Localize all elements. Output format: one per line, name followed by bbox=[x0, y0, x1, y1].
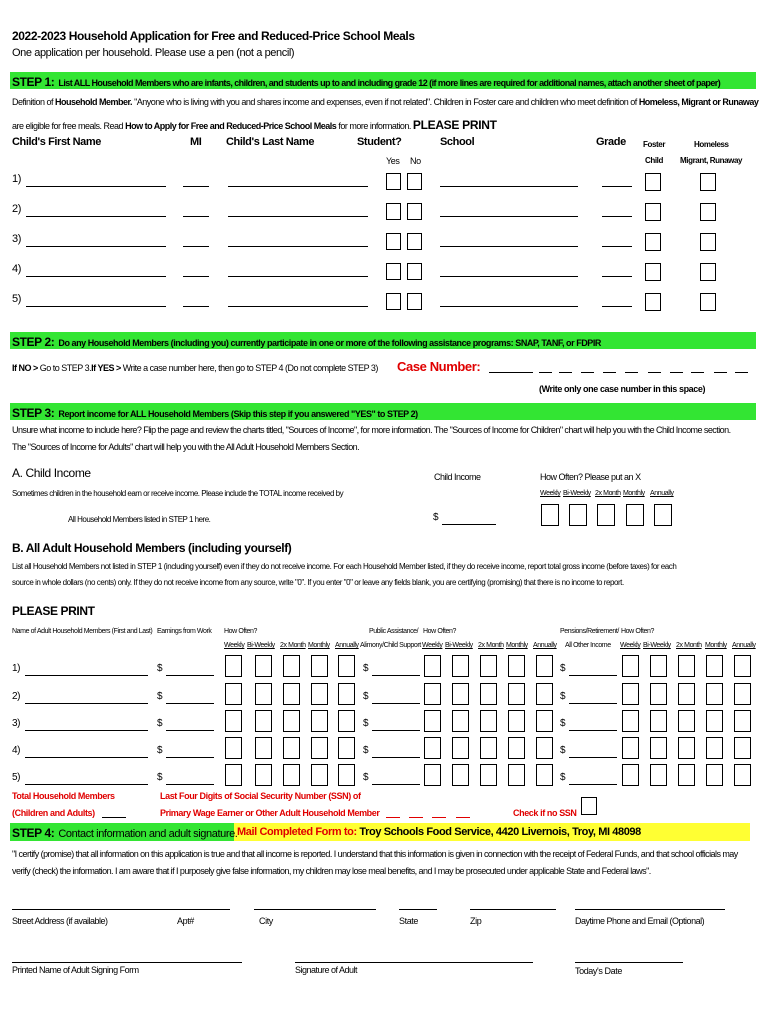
public-assistance-field[interactable] bbox=[372, 730, 420, 731]
adult-row-label: 4) bbox=[12, 745, 21, 756]
adult-frequency-checkbox[interactable] bbox=[678, 710, 695, 732]
total-members-label: Total Household Members bbox=[12, 791, 115, 801]
child-income-text-2: All Household Members listed in STEP 1 here. bbox=[68, 515, 211, 524]
student-yes-checkbox[interactable] bbox=[386, 233, 401, 250]
adult-frequency-checkbox[interactable] bbox=[311, 655, 328, 677]
child-row-label: 5) bbox=[12, 293, 21, 305]
frequency-label: 2x Month bbox=[676, 642, 702, 649]
frequency-label: Bi-Weekly bbox=[247, 642, 275, 649]
child-first-name-field[interactable] bbox=[26, 186, 166, 187]
adult-frequency-checkbox[interactable] bbox=[424, 737, 441, 759]
homeless-checkbox[interactable] bbox=[700, 263, 716, 281]
case-number-field[interactable] bbox=[489, 372, 533, 373]
adult-frequency-checkbox[interactable] bbox=[452, 655, 469, 677]
col-homeless-2: Migrant, Runaway bbox=[680, 156, 743, 165]
adult-row-label: 2) bbox=[12, 691, 21, 702]
dollar-sign: $ bbox=[560, 772, 566, 783]
adult-frequency-checkbox[interactable] bbox=[734, 710, 751, 732]
adult-frequency-checkbox[interactable] bbox=[480, 737, 497, 759]
adult-frequency-checkbox[interactable] bbox=[650, 683, 667, 705]
adult-frequency-checkbox[interactable] bbox=[452, 710, 469, 732]
student-yes-checkbox[interactable] bbox=[386, 173, 401, 190]
adult-frequency-checkbox[interactable] bbox=[650, 710, 667, 732]
phone-email-label: Daytime Phone and Email (Optional) bbox=[575, 916, 705, 926]
adult-frequency-checkbox[interactable] bbox=[311, 683, 328, 705]
step2-heading: STEP 2: Do any Household Members (including you) currently participate in one or more of the following assistance programs: SNAP, TANF, or FDPIR bbox=[12, 335, 601, 349]
frequency-label: Annually bbox=[732, 642, 756, 649]
adult-row-label: 5) bbox=[12, 772, 21, 783]
earnings-field[interactable] bbox=[166, 784, 214, 785]
case-number-digit[interactable] bbox=[603, 372, 616, 373]
adult-name-field[interactable] bbox=[25, 675, 148, 676]
how-often-label: How Often? Please put an X bbox=[540, 472, 641, 482]
step4-heading: STEP 4: Contact information and adult signature. bbox=[12, 826, 238, 840]
step1-heading: STEP 1: List ALL Household Members who are infants, children, and students up to and including grade 12 (if more lines are required for additional names, attach another sheet of paper) bbox=[12, 75, 721, 89]
adult-members-text-2: source in whole dollars (no cents) only. If they do not receive income from any source, write "0". If you enter "0" or leave any fields blank, you are certifying (promising) that there is no income to report. bbox=[12, 578, 624, 587]
signature-label: Signature of Adult bbox=[295, 965, 358, 975]
adult-frequency-checkbox[interactable] bbox=[283, 710, 300, 732]
public-assistance-field[interactable] bbox=[372, 784, 420, 785]
adult-frequency-checkbox[interactable] bbox=[734, 737, 751, 759]
adult-frequency-checkbox[interactable] bbox=[424, 683, 441, 705]
col-student: Student? bbox=[357, 136, 402, 148]
street-address-field[interactable] bbox=[12, 909, 230, 910]
dollar-sign: $ bbox=[560, 745, 566, 756]
ssn-label: Last Four Digits of Social Security Number (SSN) of bbox=[160, 791, 361, 801]
adult-frequency-checkbox[interactable] bbox=[536, 764, 553, 786]
school-field[interactable] bbox=[440, 276, 578, 277]
frequency-label: Bi-Weekly bbox=[643, 642, 671, 649]
adult-frequency-checkbox[interactable] bbox=[480, 683, 497, 705]
ssn-digit[interactable] bbox=[456, 817, 470, 818]
col-first-name: Child's First Name bbox=[12, 136, 101, 148]
col-foster-2: Child bbox=[645, 156, 663, 165]
col-public-assistance: Public Assistance/ bbox=[369, 628, 419, 635]
adult-frequency-checkbox[interactable] bbox=[734, 655, 751, 677]
ssn-digit[interactable] bbox=[432, 817, 446, 818]
case-number-digit[interactable] bbox=[670, 372, 683, 373]
child-frequency-checkbox[interactable] bbox=[541, 504, 559, 526]
frequency-label: Bi-Weekly bbox=[563, 490, 591, 497]
frequency-label: Weekly bbox=[422, 642, 443, 649]
adult-frequency-checkbox[interactable] bbox=[311, 737, 328, 759]
frequency-label: 2x Month bbox=[280, 642, 306, 649]
adult-frequency-checkbox[interactable] bbox=[650, 737, 667, 759]
other-income-field[interactable] bbox=[569, 730, 617, 731]
case-number-digit[interactable] bbox=[559, 372, 572, 373]
certify-text-1: "I certify (promise) that all information on this application is true and that all income is reported. I understand that this information is given in connection with the receipt of Federal Funds, and that school officials may bbox=[12, 849, 738, 859]
child-mi-field[interactable] bbox=[183, 186, 209, 187]
child-last-name-field[interactable] bbox=[228, 246, 368, 247]
adult-members-text-1: List all Household Members not listed in STEP 1 (including yourself) even if they do not receive income. For each Household Member listed, if they do receive income, report total gross income (before taxes) for each bbox=[12, 562, 677, 571]
col-no: No bbox=[410, 156, 421, 166]
frequency-label: Weekly bbox=[224, 642, 245, 649]
dollar-sign: $ bbox=[157, 745, 163, 756]
state-field[interactable] bbox=[399, 909, 437, 910]
adult-name-field[interactable] bbox=[25, 757, 148, 758]
printed-name-field[interactable] bbox=[12, 962, 242, 963]
school-field[interactable] bbox=[440, 216, 578, 217]
frequency-label: Weekly bbox=[540, 490, 561, 497]
public-assistance-field[interactable] bbox=[372, 675, 420, 676]
adult-frequency-checkbox[interactable] bbox=[622, 655, 639, 677]
dollar-sign: $ bbox=[157, 691, 163, 702]
case-number-digit[interactable] bbox=[735, 372, 748, 373]
col-how-often-2: How Often? bbox=[423, 628, 456, 635]
adult-frequency-checkbox[interactable] bbox=[338, 655, 355, 677]
student-yes-checkbox[interactable] bbox=[386, 263, 401, 280]
adult-row-label: 1) bbox=[12, 663, 21, 674]
dollar-sign: $ bbox=[560, 663, 566, 674]
adult-frequency-checkbox[interactable] bbox=[480, 764, 497, 786]
adult-frequency-checkbox[interactable] bbox=[650, 764, 667, 786]
frequency-label: Weekly bbox=[620, 642, 641, 649]
col-pensions: Pensions/Retirement/ bbox=[560, 628, 619, 635]
adult-frequency-checkbox[interactable] bbox=[283, 764, 300, 786]
frequency-label: Monthly bbox=[308, 642, 330, 649]
col-yes: Yes bbox=[386, 156, 400, 166]
adult-frequency-checkbox[interactable] bbox=[255, 655, 272, 677]
col-last-name: Child's Last Name bbox=[226, 136, 315, 148]
form-title: 2022-2023 Household Application for Free and Reduced-Price School Meals bbox=[12, 29, 415, 43]
child-mi-field[interactable] bbox=[183, 216, 209, 217]
adult-frequency-checkbox[interactable] bbox=[225, 737, 242, 759]
case-number-note: (Write only one case number in this space) bbox=[539, 384, 706, 394]
adult-frequency-checkbox[interactable] bbox=[255, 710, 272, 732]
dollar-sign: $ bbox=[363, 663, 369, 674]
zip-field[interactable] bbox=[470, 909, 556, 910]
frequency-label: 2x Month bbox=[595, 490, 621, 497]
step3-unsure-1: Unsure what income to include here? Flip the page and review the charts titled, "Sources of Income", for more information. The "Sources of Income for Children" chart will help you with the Child Income section. bbox=[12, 425, 731, 435]
adult-frequency-checkbox[interactable] bbox=[255, 737, 272, 759]
student-no-checkbox[interactable] bbox=[407, 263, 422, 280]
frequency-label: Annually bbox=[335, 642, 359, 649]
col-other-income: All Other Income bbox=[565, 642, 611, 649]
adult-frequency-checkbox[interactable] bbox=[424, 764, 441, 786]
case-number-digit[interactable] bbox=[648, 372, 661, 373]
child-frequency-checkbox[interactable] bbox=[569, 504, 587, 526]
child-frequency-checkbox[interactable] bbox=[626, 504, 644, 526]
child-first-name-field[interactable] bbox=[26, 276, 166, 277]
adult-frequency-checkbox[interactable] bbox=[678, 683, 695, 705]
adult-frequency-checkbox[interactable] bbox=[225, 764, 242, 786]
adult-frequency-checkbox[interactable] bbox=[225, 710, 242, 732]
school-field[interactable] bbox=[440, 246, 578, 247]
adult-name-field[interactable] bbox=[25, 730, 148, 731]
mail-to-text: Mail Completed Form to: Troy Schools Food Service, 4420 Livernois, Troy, MI 48098 bbox=[237, 826, 641, 838]
adult-frequency-checkbox[interactable] bbox=[706, 655, 723, 677]
step1-definition-cont: are eligible for free meals. Read How to Apply for Free and Reduced-Price School Meals for more information. PLEASE PRINT bbox=[12, 118, 497, 132]
dollar-sign: $ bbox=[363, 691, 369, 702]
adult-frequency-checkbox[interactable] bbox=[225, 683, 242, 705]
adult-frequency-checkbox[interactable] bbox=[622, 737, 639, 759]
other-income-field[interactable] bbox=[569, 675, 617, 676]
adult-frequency-checkbox[interactable] bbox=[536, 683, 553, 705]
student-yes-checkbox[interactable] bbox=[386, 203, 401, 220]
student-no-checkbox[interactable] bbox=[407, 233, 422, 250]
adult-frequency-checkbox[interactable] bbox=[678, 737, 695, 759]
case-number-digit[interactable] bbox=[581, 372, 594, 373]
foster-child-checkbox[interactable] bbox=[645, 293, 661, 311]
step2-instructions: If NO > Go to STEP 3.If YES > Write a case number here, then go to STEP 4 (Do not complete STEP 3) bbox=[12, 363, 378, 373]
printed-name-label: Printed Name of Adult Signing Form bbox=[12, 965, 139, 975]
frequency-label: 2x Month bbox=[478, 642, 504, 649]
child-row-label: 2) bbox=[12, 203, 21, 215]
signature-field[interactable] bbox=[295, 962, 533, 963]
adult-frequency-checkbox[interactable] bbox=[678, 764, 695, 786]
date-label: Today's Date bbox=[575, 966, 622, 976]
adult-frequency-checkbox[interactable] bbox=[283, 737, 300, 759]
no-ssn-checkbox[interactable] bbox=[581, 797, 597, 815]
phone-email-field[interactable] bbox=[575, 909, 725, 910]
grade-field[interactable] bbox=[602, 276, 632, 277]
homeless-checkbox[interactable] bbox=[700, 293, 716, 311]
adult-frequency-checkbox[interactable] bbox=[255, 683, 272, 705]
earnings-field[interactable] bbox=[166, 757, 214, 758]
child-income-title: A. Child Income bbox=[12, 466, 91, 480]
child-last-name-field[interactable] bbox=[228, 306, 368, 307]
adult-name-field[interactable] bbox=[25, 784, 148, 785]
adult-frequency-checkbox[interactable] bbox=[452, 764, 469, 786]
state-label: State bbox=[399, 916, 419, 926]
child-income-dollar: $ bbox=[433, 512, 439, 523]
adult-please-print: PLEASE PRINT bbox=[12, 604, 95, 618]
zip-label: Zip bbox=[470, 916, 482, 926]
case-number-digit[interactable] bbox=[714, 372, 727, 373]
adult-frequency-checkbox[interactable] bbox=[338, 683, 355, 705]
other-income-field[interactable] bbox=[569, 784, 617, 785]
adult-frequency-checkbox[interactable] bbox=[536, 710, 553, 732]
child-row-label: 1) bbox=[12, 173, 21, 185]
adult-frequency-checkbox[interactable] bbox=[706, 683, 723, 705]
child-first-name-field[interactable] bbox=[26, 216, 166, 217]
adult-frequency-checkbox[interactable] bbox=[283, 655, 300, 677]
col-child-support: Alimony/Child Support bbox=[360, 642, 421, 649]
case-number-digit[interactable] bbox=[539, 372, 552, 373]
street-address-label: Street Address (if available) bbox=[12, 916, 108, 926]
dollar-sign: $ bbox=[157, 663, 163, 674]
col-grade: Grade bbox=[596, 136, 626, 148]
dollar-sign: $ bbox=[157, 718, 163, 729]
child-mi-field[interactable] bbox=[183, 246, 209, 247]
child-income-text: Sometimes children in the household earn or receive income. Please include the TOTAL income received by bbox=[12, 489, 344, 498]
grade-field[interactable] bbox=[602, 306, 632, 307]
total-members-label-2: (Children and Adults) bbox=[12, 808, 95, 818]
grade-field[interactable] bbox=[602, 186, 632, 187]
adult-frequency-checkbox[interactable] bbox=[452, 737, 469, 759]
child-first-name-field[interactable] bbox=[26, 246, 166, 247]
frequency-label: Monthly bbox=[705, 642, 727, 649]
adult-frequency-checkbox[interactable] bbox=[508, 710, 525, 732]
earnings-field[interactable] bbox=[166, 730, 214, 731]
dollar-sign: $ bbox=[560, 718, 566, 729]
adult-frequency-checkbox[interactable] bbox=[706, 764, 723, 786]
dollar-sign: $ bbox=[363, 745, 369, 756]
form-subtitle: One application per household. Please use a pen (not a pencil) bbox=[12, 47, 295, 59]
ssn-label-2: Primary Wage Earner or Other Adult Household Member bbox=[160, 808, 380, 818]
adult-frequency-checkbox[interactable] bbox=[508, 683, 525, 705]
other-income-field[interactable] bbox=[569, 757, 617, 758]
city-field[interactable] bbox=[254, 909, 376, 910]
foster-child-checkbox[interactable] bbox=[645, 233, 661, 251]
child-row-label: 3) bbox=[12, 233, 21, 245]
adult-frequency-checkbox[interactable] bbox=[225, 655, 242, 677]
adult-frequency-checkbox[interactable] bbox=[734, 683, 751, 705]
dollar-sign: $ bbox=[363, 772, 369, 783]
adult-frequency-checkbox[interactable] bbox=[424, 655, 441, 677]
adult-frequency-checkbox[interactable] bbox=[622, 683, 639, 705]
adult-frequency-checkbox[interactable] bbox=[255, 764, 272, 786]
frequency-label: Bi-Weekly bbox=[445, 642, 473, 649]
child-income-field[interactable] bbox=[442, 524, 496, 525]
child-last-name-field[interactable] bbox=[228, 276, 368, 277]
public-assistance-field[interactable] bbox=[372, 703, 420, 704]
col-earnings: Earnings from Work bbox=[157, 628, 212, 635]
homeless-checkbox[interactable] bbox=[700, 203, 716, 221]
child-frequency-checkbox[interactable] bbox=[597, 504, 615, 526]
adult-members-title: B. All Adult Household Members (including yourself) bbox=[12, 541, 292, 555]
homeless-checkbox[interactable] bbox=[700, 173, 716, 191]
earnings-field[interactable] bbox=[166, 703, 214, 704]
case-number-digit[interactable] bbox=[625, 372, 638, 373]
adult-frequency-checkbox[interactable] bbox=[622, 764, 639, 786]
frequency-label: Monthly bbox=[506, 642, 528, 649]
child-mi-field[interactable] bbox=[183, 306, 209, 307]
check-no-ssn-label: Check if no SSN bbox=[513, 808, 577, 818]
col-homeless: Homeless bbox=[694, 140, 729, 149]
child-income-label: Child Income bbox=[434, 472, 481, 482]
grade-field[interactable] bbox=[602, 246, 632, 247]
child-frequency-checkbox[interactable] bbox=[654, 504, 672, 526]
adult-frequency-checkbox[interactable] bbox=[480, 710, 497, 732]
adult-frequency-checkbox[interactable] bbox=[508, 737, 525, 759]
child-last-name-field[interactable] bbox=[228, 216, 368, 217]
adult-frequency-checkbox[interactable] bbox=[508, 655, 525, 677]
homeless-checkbox[interactable] bbox=[700, 233, 716, 251]
city-label: City bbox=[259, 916, 273, 926]
ssn-digit[interactable] bbox=[409, 817, 423, 818]
total-members-field[interactable] bbox=[102, 817, 126, 818]
adult-frequency-checkbox[interactable] bbox=[650, 655, 667, 677]
adult-frequency-checkbox[interactable] bbox=[508, 764, 525, 786]
adult-frequency-checkbox[interactable] bbox=[311, 710, 328, 732]
adult-frequency-checkbox[interactable] bbox=[706, 710, 723, 732]
student-no-checkbox[interactable] bbox=[407, 203, 422, 220]
adult-frequency-checkbox[interactable] bbox=[536, 655, 553, 677]
step3-heading: STEP 3: Report income for ALL Household Members (Skip this step if you answered "YES" to STEP 2) bbox=[12, 406, 418, 420]
foster-child-checkbox[interactable] bbox=[645, 173, 661, 191]
adult-frequency-checkbox[interactable] bbox=[622, 710, 639, 732]
foster-child-checkbox[interactable] bbox=[645, 263, 661, 281]
student-no-checkbox[interactable] bbox=[407, 173, 422, 190]
foster-child-checkbox[interactable] bbox=[645, 203, 661, 221]
dollar-sign: $ bbox=[363, 718, 369, 729]
frequency-label: Monthly bbox=[623, 490, 645, 497]
certify-text-2: verify (check) the information. I am aware that if I purposely give false information, my children may lose meal benefits, and I may be prosecuted under applicable State and Federal laws". bbox=[12, 866, 651, 876]
adult-frequency-checkbox[interactable] bbox=[536, 737, 553, 759]
child-row-label: 4) bbox=[12, 263, 21, 275]
adult-frequency-checkbox[interactable] bbox=[338, 710, 355, 732]
adult-frequency-checkbox[interactable] bbox=[424, 710, 441, 732]
child-last-name-field[interactable] bbox=[228, 186, 368, 187]
case-number-digit[interactable] bbox=[691, 372, 704, 373]
adult-name-field[interactable] bbox=[25, 703, 148, 704]
case-number-label: Case Number: bbox=[397, 359, 481, 374]
adult-frequency-checkbox[interactable] bbox=[311, 764, 328, 786]
col-how-often-1: How Often? bbox=[224, 628, 257, 635]
col-school: School bbox=[440, 136, 475, 148]
col-adult-name: Name of Adult Household Members (First and Last) bbox=[12, 628, 153, 635]
step1-definition: Definition of Household Member. "Anyone who is living with you and shares income and expenses, even if not related". Children in Foster care and children who meet definition of Homeless, Migrant or Runaway bbox=[12, 97, 759, 107]
school-field[interactable] bbox=[440, 306, 578, 307]
adult-frequency-checkbox[interactable] bbox=[480, 655, 497, 677]
ssn-digit[interactable] bbox=[386, 817, 400, 818]
other-income-field[interactable] bbox=[569, 703, 617, 704]
child-mi-field[interactable] bbox=[183, 276, 209, 277]
adult-frequency-checkbox[interactable] bbox=[678, 655, 695, 677]
student-yes-checkbox[interactable] bbox=[386, 293, 401, 310]
apt-label: Apt# bbox=[177, 916, 194, 926]
frequency-label: Annually bbox=[650, 490, 674, 497]
school-field[interactable] bbox=[440, 186, 578, 187]
adult-frequency-checkbox[interactable] bbox=[734, 764, 751, 786]
col-mi: MI bbox=[190, 136, 202, 148]
col-how-often-3: How Often? bbox=[621, 628, 654, 635]
adult-frequency-checkbox[interactable] bbox=[706, 737, 723, 759]
col-foster: Foster bbox=[643, 140, 666, 149]
adult-frequency-checkbox[interactable] bbox=[452, 683, 469, 705]
date-field[interactable] bbox=[575, 962, 683, 963]
child-first-name-field[interactable] bbox=[26, 306, 166, 307]
frequency-label: Annually bbox=[533, 642, 557, 649]
step3-unsure-2: The "Sources of Income for Adults" chart will help you with the All Adult Household Members Section. bbox=[12, 442, 360, 452]
adult-frequency-checkbox[interactable] bbox=[283, 683, 300, 705]
public-assistance-field[interactable] bbox=[372, 757, 420, 758]
dollar-sign: $ bbox=[157, 772, 163, 783]
adult-row-label: 3) bbox=[12, 718, 21, 729]
dollar-sign: $ bbox=[560, 691, 566, 702]
grade-field[interactable] bbox=[602, 216, 632, 217]
adult-frequency-checkbox[interactable] bbox=[338, 737, 355, 759]
earnings-field[interactable] bbox=[166, 675, 214, 676]
student-no-checkbox[interactable] bbox=[407, 293, 422, 310]
adult-frequency-checkbox[interactable] bbox=[338, 764, 355, 786]
